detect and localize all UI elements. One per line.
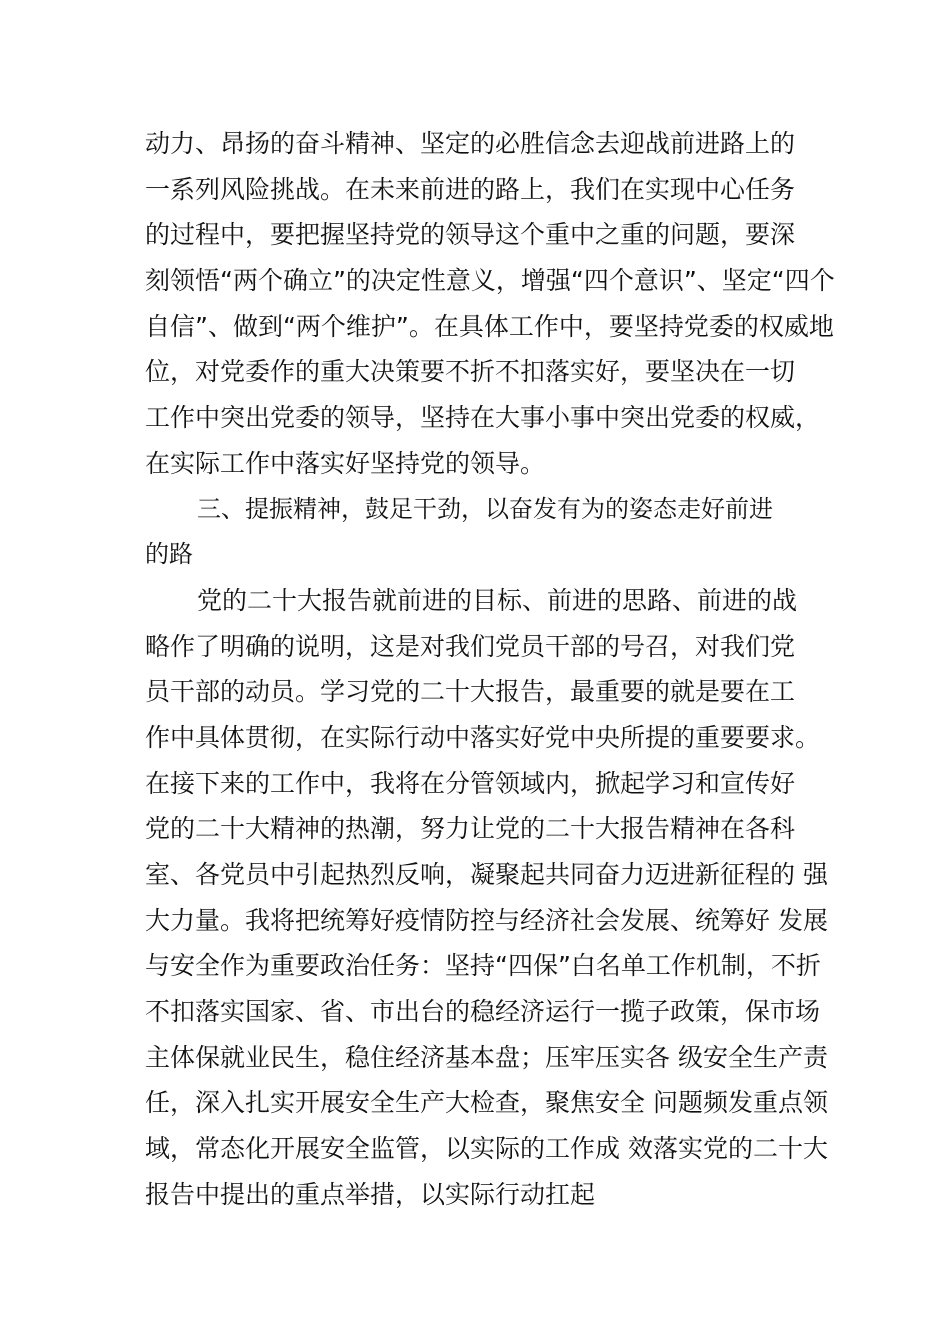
text-line-02: 一系列风险挑战。在未来前进的路上，我们在实现中心任务 — [145, 174, 796, 204]
text-line-03: 的过程中，要把握坚持党的领导这个重中之重的问题，要深 — [145, 220, 796, 250]
text-line-05: 自信”、做到“两个维护”。在具体工作中，要坚持党委的权威地 — [145, 311, 834, 341]
text-line-22: 任，深入扎实开展安全生产大检查，聚焦安全 问题频发重点领 — [145, 1088, 828, 1118]
text-line-16: 党的二十大精神的热潮，努力让党的二十大报告精神在各科 — [145, 814, 796, 844]
text-line-18: 大力量。我将把统筹好疫情防控与经济社会发展、统筹好 发展 — [145, 905, 828, 935]
text-line-20: 不扣落实国家、省、市出台的稳经济运行一揽子政策，保市场 — [145, 997, 821, 1027]
section-heading-line-2: 的路 — [145, 540, 193, 569]
text-line-06: 位，对党委作的重大决策要不折不扣落实好，要坚决在一切 — [145, 357, 796, 387]
text-line-13: 员干部的动员。学习党的二十大报告，最重要的就是要在工 — [145, 677, 796, 707]
text-line-08: 在实际工作中落实好坚持党的领导。 — [145, 448, 546, 478]
document-body — [145, 121, 845, 1218]
text-line-23: 域，常态化开展安全监管，以实际的工作成 效落实党的二十大 — [145, 1134, 828, 1164]
text-line-19: 与安全作为重要政治任务：坚持“四保”白名单工作机制，不折 — [145, 951, 821, 981]
text-line-04: 刻领悟“两个确立”的决定性意义，增强“四个意识”、坚定“四个 — [145, 266, 835, 296]
text-line-14: 作中具体贯彻，在实际行动中落实好党中央所提的重要要求。 — [145, 722, 821, 752]
text-line-15: 在接下来的工作中，我将在分管领域内，掀起学习和宣传好 — [145, 768, 796, 798]
text-line-17: 室、各党员中引起热烈反响，凝聚起共同奋力迈进新征程的 强 — [145, 860, 828, 889]
text-line-11: 党的二十大报告就前进的目标、前进的思路、前进的战 — [197, 585, 798, 615]
section-heading-line-1: 三、提振精神，鼓足干劲，以奋发有为的姿态走好前进 — [197, 494, 773, 523]
text-line-01: 动力、昂扬的奋斗精神、坚定的必胜信念去迎战前进路上的 — [145, 129, 796, 158]
text-line-24: 报告中提出的重点举措，以实际行动扛起 — [145, 1179, 596, 1209]
text-line-21: 主体保就业民生，稳住经济基本盘；压牢压实各 级安全生产责 — [145, 1042, 828, 1072]
text-line-07: 工作中突出党委的领导，坚持在大事小事中突出党委的权威， — [145, 403, 821, 433]
text-line-12: 略作了明确的说明，这是对我们党员干部的号召，对我们党 — [145, 631, 796, 661]
